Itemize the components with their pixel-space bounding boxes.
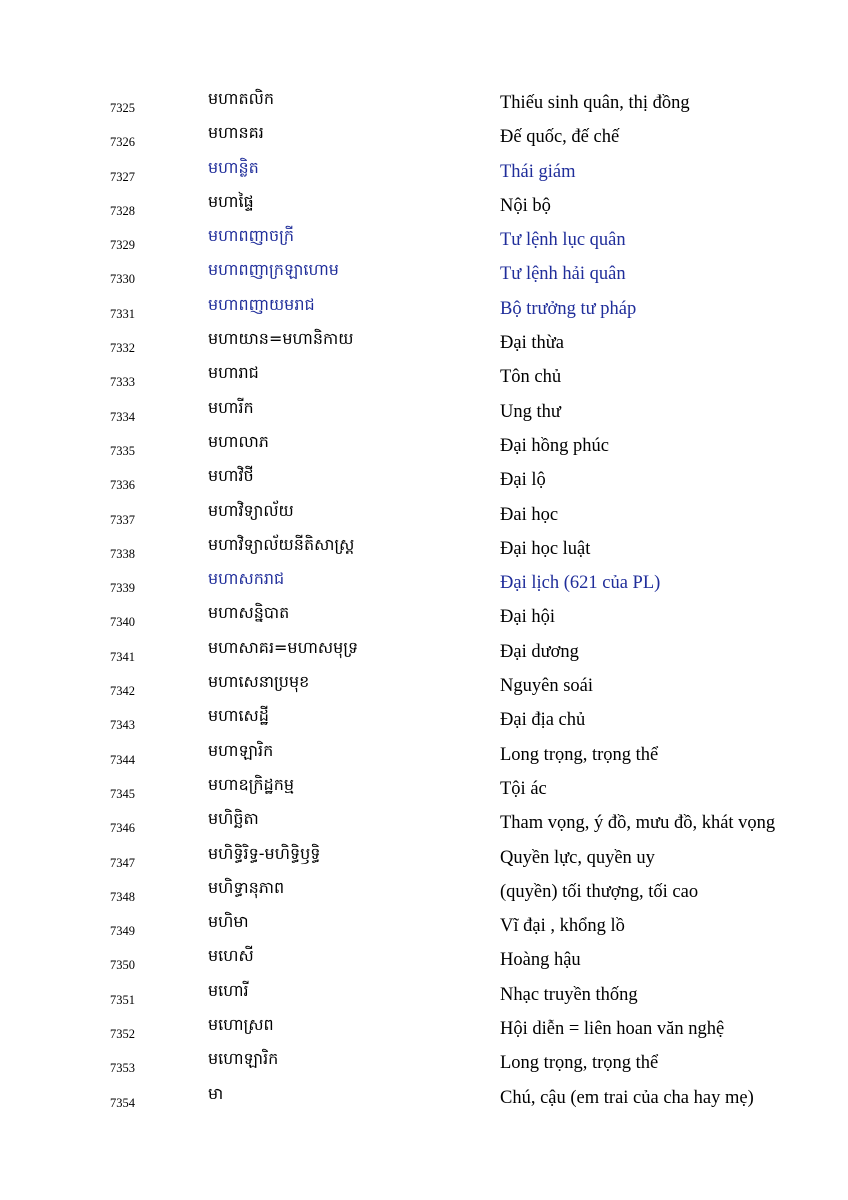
entry-number: 7353 [110, 1061, 135, 1076]
entry-number: 7333 [110, 375, 135, 390]
vietnamese-translation: Chú, cậu (em trai của cha hay mẹ) [500, 1087, 754, 1108]
khmer-term: មហារីក [208, 397, 254, 417]
entry-number: 7350 [110, 958, 135, 973]
vietnamese-translation: Đại lịch (621 của PL) [500, 573, 661, 594]
khmer-term: មហានគរ [208, 123, 264, 143]
list-item [0, 703, 848, 737]
entry-number: 7340 [110, 615, 135, 630]
entry-number: 7346 [110, 821, 135, 836]
khmer-term: មហិទ្ធានុភាព [208, 877, 285, 897]
vietnamese-translation: Long trọng, trọng thể [500, 744, 659, 765]
khmer-term: មហាវិថី [208, 466, 254, 486]
khmer-term: មហោរី [208, 980, 249, 1000]
entry-number: 7344 [110, 752, 135, 767]
entry-list [0, 86, 848, 1115]
khmer-term: មហាវិទ្យាល័យ [208, 500, 294, 520]
vietnamese-translation: Tư lệnh lục quân [500, 230, 626, 251]
khmer-term: មហាន្លិត [208, 157, 259, 177]
list-item [0, 669, 848, 703]
list-item [0, 600, 848, 634]
khmer-term: មហោឡារិក [208, 1049, 279, 1069]
list-item [0, 155, 848, 189]
list-item [0, 429, 848, 463]
list-item [0, 120, 848, 154]
entry-number: 7335 [110, 443, 135, 458]
entry-number: 7329 [110, 238, 135, 253]
khmer-term: មហាសេដ្ឋី [208, 706, 269, 726]
vietnamese-translation: (quyền) tối thượng, tối cao [500, 881, 699, 902]
vietnamese-translation: Nội bộ [500, 195, 551, 216]
vietnamese-translation: Tội ác [500, 778, 547, 799]
entry-number: 7331 [110, 306, 135, 321]
list-item [0, 841, 848, 875]
entry-number: 7349 [110, 924, 135, 939]
khmer-term: មហាសេនាប្រមុខ [208, 672, 310, 692]
entry-number: 7343 [110, 718, 135, 733]
vietnamese-translation: Tôn chủ [500, 367, 562, 388]
vietnamese-translation: Vĩ đại , khổng lồ [500, 916, 625, 937]
khmer-term: មហាលាភ [208, 431, 269, 451]
entry-number: 7330 [110, 272, 135, 287]
khmer-term: មហិច្ឆិតា [208, 809, 259, 829]
vietnamese-translation: Thiếu sinh quân, thị đồng [500, 93, 690, 113]
khmer-term: មហាឧក្រិដ្ឋកម្ម [208, 774, 295, 794]
entry-number: 7341 [110, 649, 135, 664]
entry-number: 7348 [110, 889, 135, 904]
vietnamese-translation: Đế quốc, đế chế [500, 127, 620, 148]
list-item [0, 1046, 848, 1080]
khmer-term: មហាសាគរ=មហាសមុទ្រ [208, 637, 359, 657]
list-item [0, 1081, 848, 1115]
list-item [0, 463, 848, 497]
list-item [0, 909, 848, 943]
entry-number: 7326 [110, 135, 135, 150]
entry-number: 7347 [110, 855, 135, 870]
entry-number: 7334 [110, 409, 135, 424]
vietnamese-translation: Đại dương [500, 641, 579, 662]
khmer-term: មហាសន្និបាត [208, 603, 290, 623]
entry-number: 7352 [110, 1027, 135, 1042]
entry-number: 7345 [110, 786, 135, 801]
list-item [0, 360, 848, 394]
list-item [0, 738, 848, 772]
vietnamese-translation: Đại hồng phúc [500, 435, 609, 456]
entry-number: 7328 [110, 203, 135, 218]
khmer-term: មហាយាន=មហានិកាយ [208, 329, 354, 349]
entry-number: 7337 [110, 512, 135, 527]
khmer-term: មហាតលិក [208, 89, 275, 108]
entry-number: 7338 [110, 546, 135, 561]
entry-number: 7325 [110, 101, 135, 115]
vietnamese-translation: Đại hội [500, 607, 555, 628]
entry-number: 7336 [110, 478, 135, 493]
list-item [0, 1012, 848, 1046]
vietnamese-translation: Đại thừa [500, 333, 564, 354]
khmer-term: មហាផ្ទៃ [208, 191, 254, 211]
vietnamese-translation: Đại học luật [500, 538, 591, 559]
list-item [0, 292, 848, 326]
vietnamese-translation: Hoàng hậu [500, 950, 581, 971]
list-item [0, 86, 848, 120]
entry-number: 7342 [110, 684, 135, 699]
list-item [0, 189, 848, 223]
list-item [0, 978, 848, 1012]
list-item [0, 943, 848, 977]
list-item [0, 532, 848, 566]
vietnamese-translation: Hội diễn = liên hoan văn nghệ [500, 1019, 725, 1040]
vietnamese-translation: Tư lệnh hải quân [500, 264, 626, 285]
vietnamese-translation: Long trọng, trọng thể [500, 1053, 659, 1074]
list-item [0, 498, 848, 532]
khmer-term: មហាពញាក្រឡាហោម [208, 260, 339, 280]
entry-number: 7332 [110, 341, 135, 356]
khmer-term: មហេសី [208, 946, 254, 966]
vietnamese-translation: Nhạc truyền thống [500, 984, 638, 1005]
list-item [0, 566, 848, 600]
khmer-term: មា [208, 1083, 224, 1103]
vietnamese-translation: Tham vọng, ý đồ, mưu đồ, khát vọng [500, 813, 776, 834]
khmer-term: មហិទ្ធិរិទ្ធ-មហិទ្ធិឫទ្ធិ [208, 843, 321, 863]
list-item [0, 326, 848, 360]
entry-number: 7351 [110, 992, 135, 1007]
list-item [0, 257, 848, 291]
entry-number: 7354 [110, 1095, 135, 1110]
khmer-term: មហាពញាចក្រី [208, 226, 295, 246]
list-item [0, 395, 848, 429]
khmer-term: មហាវិទ្យាល័យនីតិសាស្ត្រ [208, 534, 355, 554]
list-item [0, 635, 848, 669]
vietnamese-translation: Ung thư [500, 401, 561, 422]
vietnamese-translation: Bộ trưởng tư pháp [500, 298, 637, 319]
list-item [0, 223, 848, 257]
vietnamese-translation: Đại lộ [500, 470, 546, 491]
list-item [0, 806, 848, 840]
list-item [0, 772, 848, 806]
vietnamese-translation: Đai học [500, 504, 559, 525]
khmer-term: មហិមា [208, 912, 249, 932]
khmer-term: មហាឡារិក [208, 740, 274, 760]
entry-number: 7339 [110, 581, 135, 596]
vietnamese-translation: Nguyên soái [500, 676, 593, 697]
vietnamese-translation: Thái giám [500, 161, 576, 182]
vietnamese-translation: Quyền lực, quyền uy [500, 847, 655, 868]
list-item [0, 875, 848, 909]
khmer-term: មហោស្រព [208, 1015, 274, 1035]
khmer-term: មហាពញាយមរាជ [208, 294, 315, 314]
khmer-term: មហាសករាជ [208, 569, 285, 589]
khmer-term: មហារាជ [208, 363, 259, 383]
vietnamese-translation: Đại địa chủ [500, 710, 586, 731]
entry-number: 7327 [110, 169, 135, 184]
